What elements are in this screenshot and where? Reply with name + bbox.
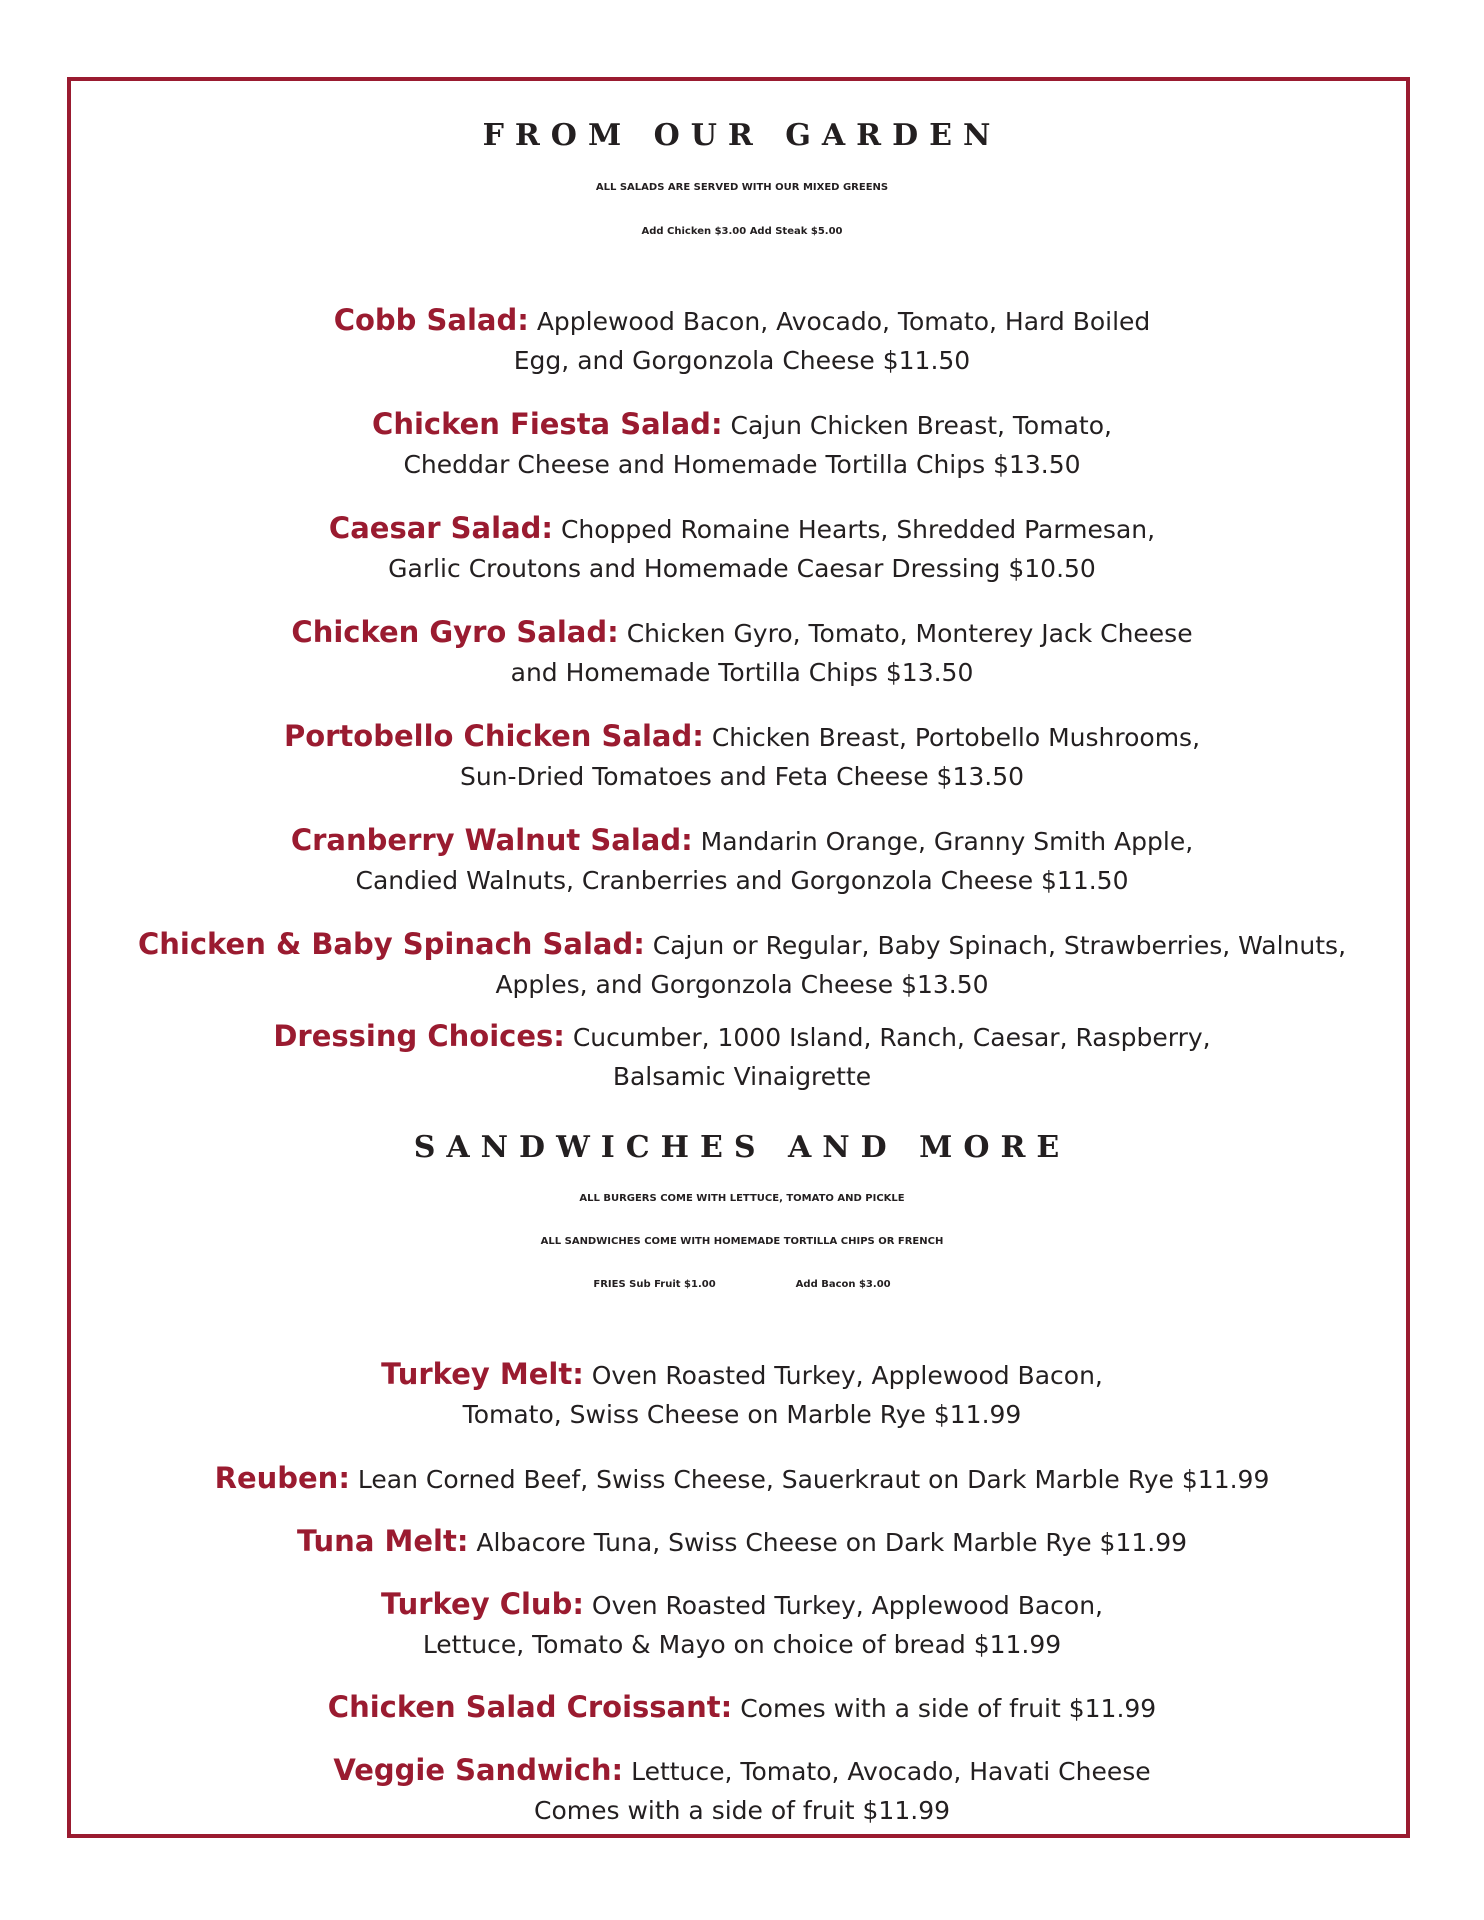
item-description: Lettuce, Tomato, Avocado, Havati Cheese [631,1757,1151,1786]
item-description-cont: and Homemade Tortilla Chips $13.50 [510,658,974,687]
menu-item-reuben [100,1459,1384,1499]
item-description: Chicken Gyro, Tomato, Monterey Jack Cheese [626,619,1193,648]
menu-item-chicken-gyro-salad [100,613,1384,692]
menu-item-portobello-chicken-salad [100,717,1384,796]
item-description: Oven Roasted Turkey, Applewood Bacon, [591,1591,1103,1620]
item-name: Chicken Fiesta Salad: [372,407,723,441]
sandwiches-section-title: SANDWICHES AND MORE [413,1130,1071,1165]
sandwiches-subtitle-sandwiches: ALL SANDWICHES COME WITH HOMEMADE TORTILLA CHIPS OR FRENCH [540,1236,944,1247]
item-description-cont: Balsamic Vinaigrette [612,1062,872,1091]
item-name: Turkey Club: [380,1587,584,1621]
item-description: Cajun Chicken Breast, Tomato, [730,411,1112,440]
item-name: Chicken Gyro Salad: [291,615,619,649]
menu-item-cobb-salad [100,301,1384,380]
item-name: Reuben: [214,1461,350,1495]
garden-section-title: FROM OUR GARDEN [482,118,1002,153]
item-description-cont: Cheddar Cheese and Homemade Tortilla Chips $13.50 [403,450,1081,479]
menu-item-turkey-club [100,1585,1384,1664]
item-description-cont: Lettuce, Tomato & Mayo on choice of bread $11.99 [422,1630,1062,1659]
item-name: Caesar Salad: [328,511,553,545]
item-name: Portobello Chicken Salad: [283,719,704,753]
item-name: Cranberry Walnut Salad: [290,823,693,857]
item-description-cont: Garlic Croutons and Homemade Caesar Dressing $10.50 [388,554,1096,583]
item-name: Veggie Sandwich: [333,1753,624,1787]
item-description: Lean Corned Beef, Swiss Cheese, Sauerkraut on Dark Marble Rye $11.99 [357,1465,1270,1494]
garden-subtitle: ALL SALADS ARE SERVED WITH OUR MIXED GREENS [595,182,889,193]
item-description: Comes with a side of fruit $11.99 [740,1694,1157,1723]
item-name: Tuna Melt: [296,1524,469,1558]
menu-item-chicken-salad-croissant [100,1688,1384,1728]
item-description: Albacore Tuna, Swiss Cheese on Dark Marble Rye $11.99 [476,1528,1188,1557]
item-description-cont: Candied Walnuts, Cranberries and Gorgonzola Cheese $11.50 [355,866,1129,895]
item-description-cont: Tomato, Swiss Cheese on Marble Rye $11.99 [462,1400,1022,1429]
item-description: Applewood Bacon, Avocado, Tomato, Hard Boiled [536,307,1151,336]
sandwiches-subtitle-extras [0,1279,1484,1290]
item-description-cont: Egg, and Gorgonzola Cheese $11.50 [513,346,971,375]
item-name: Cobb Salad: [333,303,529,337]
item-description: Oven Roasted Turkey, Applewood Bacon, [591,1361,1103,1390]
item-description: Cajun or Regular, Baby Spinach, Strawberries, Walnuts, [652,931,1347,960]
item-description: Chopped Romaine Hearts, Shredded Parmesan, [560,515,1156,544]
menu-item-tuna-melt [100,1522,1384,1562]
menu-item-cranberry-walnut-salad [100,821,1384,900]
menu-item-chicken-baby-spinach-salad [100,925,1384,1004]
menu-item-dressing-choices [100,1017,1384,1096]
item-description-cont: Sun-Dried Tomatoes and Feta Cheese $13.50 [459,762,1025,791]
item-description: Mandarin Orange, Granny Smith Apple, [700,827,1194,856]
menu-item-chicken-fiesta-salad [100,405,1384,484]
menu-item-turkey-melt [100,1355,1384,1434]
garden-addons: Add Chicken $3.00 Add Steak $5.00 [641,226,843,237]
sub-fruit-note: FRIES Sub Fruit $1.00 [593,1279,716,1290]
item-description-cont: Comes with a side of fruit $11.99 [533,1796,950,1825]
item-name: Chicken Salad Croissant: [327,1690,733,1724]
menu-item-caesar-salad [100,509,1384,588]
item-name: Chicken & Baby Spinach Salad: [137,927,645,961]
item-description-cont: Apples, and Gorgonzola Cheese $13.50 [495,970,989,999]
item-name: Turkey Melt: [381,1357,584,1391]
menu-item-veggie-sandwich [100,1751,1384,1830]
item-description: Cucumber, 1000 Island, Ranch, Caesar, Raspberry, [572,1023,1211,1052]
item-name: Dressing Choices: [273,1019,565,1053]
add-bacon-note: Add Bacon $3.00 [795,1279,891,1290]
sandwiches-subtitle-burgers: ALL BURGERS COME WITH LETTUCE, TOMATO AND PICKLE [579,1193,905,1204]
item-description: Chicken Breast, Portobello Mushrooms, [711,723,1201,752]
